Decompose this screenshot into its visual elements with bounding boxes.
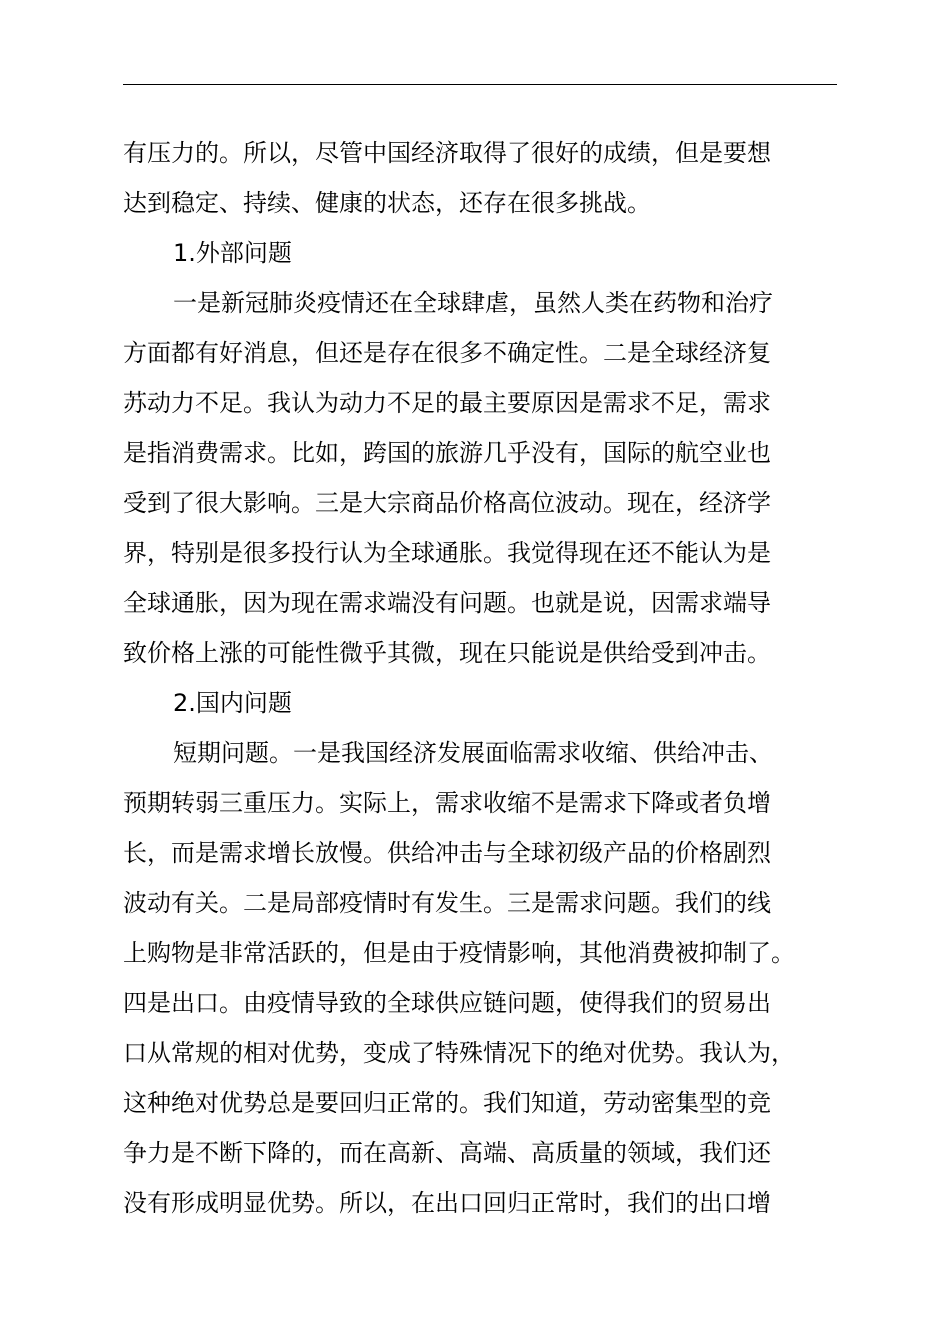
header-rule <box>123 84 837 85</box>
text-line: 有压力的。所以，尽管中国经济取得了很好的成绩，但是要想 <box>123 139 771 167</box>
section-heading-external: 1.外部问题 <box>173 239 292 267</box>
text-line: 预期转弱三重压力。实际上，需求收缩不是需求下降或者负增 <box>123 789 771 817</box>
text-line: 上购物是非常活跃的，但是由于疫情影响，其他消费被抑制了。 <box>123 939 795 967</box>
text-line: 全球通胀，因为现在需求端没有问题。也就是说，因需求端导 <box>123 589 771 617</box>
section-heading-domestic: 2.国内问题 <box>173 689 292 717</box>
text-line: 波动有关。二是局部疫情时有发生。三是需求问题。我们的线 <box>123 889 771 917</box>
text-line: 短期问题。一是我国经济发展面临需求收缩、供给冲击、 <box>173 739 773 767</box>
text-line: 致价格上涨的可能性微乎其微，现在只能说是供给受到冲击。 <box>123 639 771 667</box>
text-line: 这种绝对优势总是要回归正常的。我们知道，劳动密集型的竞 <box>123 1089 771 1117</box>
document-body <box>123 128 863 1228</box>
text-line: 界，特别是很多投行认为全球通胀。我觉得现在还不能认为是 <box>123 539 771 567</box>
text-line: 没有形成明显优势。所以，在出口回归正常时，我们的出口增 <box>123 1189 771 1217</box>
text-line: 长，而是需求增长放慢。供给冲击与全球初级产品的价格剧烈 <box>123 839 771 867</box>
text-line: 争力是不断下降的，而在高新、高端、高质量的领域，我们还 <box>123 1139 771 1167</box>
text-line: 四是出口。由疫情导致的全球供应链问题，使得我们的贸易出 <box>123 989 771 1017</box>
text-line: 口从常规的相对优势，变成了特殊情况下的绝对优势。我认为， <box>123 1039 795 1067</box>
text-line: 受到了很大影响。三是大宗商品价格高位波动。现在，经济学 <box>123 489 771 517</box>
text-line: 达到稳定、持续、健康的状态，还存在很多挑战。 <box>123 189 651 217</box>
text-line: 方面都有好消息，但还是存在很多不确定性。二是全球经济复 <box>123 339 771 367</box>
text-line: 是指消费需求。比如，跨国的旅游几乎没有，国际的航空业也 <box>123 439 771 467</box>
text-line: 苏动力不足。我认为动力不足的最主要原因是需求不足，需求 <box>123 389 771 417</box>
text-line: 一是新冠肺炎疫情还在全球肆虐，虽然人类在药物和治疗 <box>173 289 773 317</box>
